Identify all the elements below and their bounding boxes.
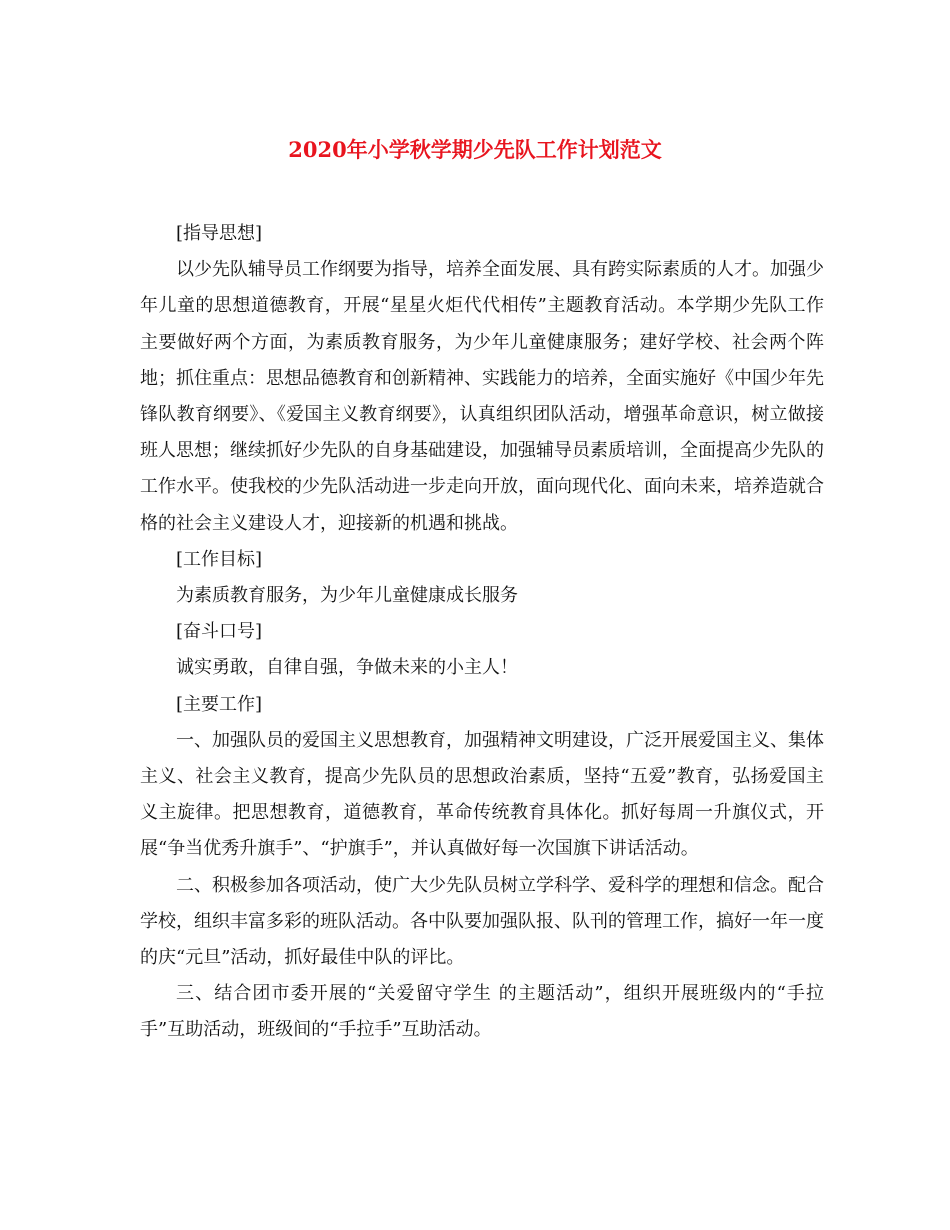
paragraph-main-work-1: 一、加强队员的爱国主义思想教育，加强精神文明建设，广泛开展爱国主义、集体主义、社会主义教育，提高少先队员的思想政治素质，坚持“五爱”教育，弘扬爱国主义主旋律。把思想教育，道德教育，革命传统教育具体化。抓好每周一升旗仪式，开展“争当优秀升旗手”、“护旗手”，并认真做好每一次国旗下讲话活动。 — [140, 729, 824, 860]
document-body — [140, 216, 824, 1049]
section-heading-slogan: [奋斗口号] — [176, 621, 263, 643]
paragraph-main-work-3: 三、结合团市委开展的“关爱留守学生 的主题活动”，组织开展班级内的“手拉手”互助活动，班级间的“手拉手”互助活动。 — [140, 983, 824, 1041]
paragraph-slogan: 诚实勇敢，自律自强，争做未来的小主人！ — [176, 657, 518, 679]
paragraph-main-work-2: 二、积极参加各项活动，使广大少先队员树立学科学、爱科学的理想和信念。配合学校，组织丰富多彩的班队活动。各中队要加强队报、队刊的管理工作，搞好一年一度的庆“元旦”活动，抓好最佳中队的评比。 — [140, 874, 824, 969]
section-heading-main-work: [主要工作] — [176, 693, 263, 715]
paragraph-work-goals: 为素质教育服务，为少年儿童健康成长服务 — [176, 585, 518, 607]
paragraph-guiding-ideology: 以少先队辅导员工作纲要为指导，培养全面发展、具有跨实际素质的人才。加强少年儿童的思想道德教育，开展“星星火炬代代相传”主题教育活动。本学期少先队工作主要做好两个方面，为素质教育服务，为少年儿童健康服务；建好学校、社会两个阵地；抓住重点：思想品德教育和创新精神、实践能力的培养，全面实施好《中国少年先锋队教育纲要》、《爱国主义教育纲要》，认真组织团队活动，增强革命意识，树立做接班人思想；继续抓好少先队的自身基础建设，加强辅导员素质培训，全面提高少先队的工作水平。使我校的少先队活动进一步走向开放，面向现代化、面向未来，培养造就合格的社会主义建设人才，迎接新的机遇和挑战。 — [140, 259, 824, 534]
section-heading-work-goals: [工作目标] — [176, 548, 263, 570]
document-title: 2020年小学秋学期少先队工作计划范文 — [288, 137, 662, 162]
section-heading-guiding-ideology: [指导思想] — [176, 223, 263, 244]
